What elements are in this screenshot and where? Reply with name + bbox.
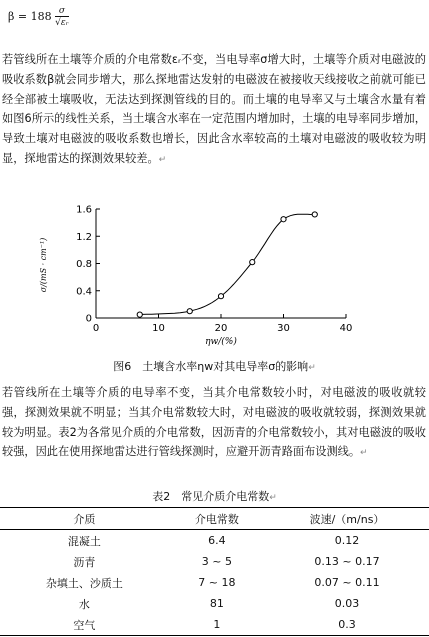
figure-caption: 图6 土壤含水率ηw对其电导率σ的影响↵ bbox=[113, 360, 316, 373]
formula-fraction bbox=[55, 6, 69, 28]
cell-dielectric: 6.4 bbox=[208, 534, 226, 547]
cell-velocity: 0.12 bbox=[334, 534, 360, 547]
y-tick-label: 0.4 bbox=[76, 286, 92, 298]
cell-dielectric: 1 bbox=[169, 614, 265, 636]
paragraph-conductivity: 若管线所在土壤等介质的介电常数εᵣ不变，当电导率σ增大时，土壤等介质对电磁波的吸收系数β就会同步增大，那么探地雷达发射的电磁波在被接收天线接收之前就可能已经全部被土壤吸收，无法达到探测管线的目的。而土壤的电导率又与土壤含水量有着如图6所示的线性关系，当土壤含水率在一定范围内增加时，土壤的电导率同步增加，导致土壤对电磁波的吸收系数也增长，因此含水率较高的土壤对电磁波的吸收较为明显，探地雷达的探测效果较差。↵ bbox=[2, 53, 426, 165]
cell-medium: 沥青 bbox=[73, 555, 96, 569]
cell-medium: 水 bbox=[78, 597, 90, 611]
x-axis-label: ηw/(%) bbox=[205, 337, 237, 347]
table-row bbox=[0, 614, 429, 636]
data-point bbox=[137, 312, 142, 317]
data-point bbox=[218, 294, 223, 299]
dielectric-table bbox=[0, 507, 429, 636]
data-point bbox=[250, 260, 255, 265]
header-dielectric: 介电常数 bbox=[169, 508, 265, 530]
table-row bbox=[0, 572, 429, 593]
table-row bbox=[0, 551, 429, 572]
table-header-row bbox=[0, 508, 429, 530]
x-tick-label: 30 bbox=[277, 323, 290, 334]
cell-dielectric: 7 ~ 18 bbox=[198, 576, 236, 589]
cell-medium: 杂填土、沙质土 bbox=[45, 576, 123, 590]
header-medium: 介质 bbox=[0, 508, 169, 530]
cell-dielectric: 81 bbox=[209, 597, 224, 610]
beta-formula bbox=[8, 6, 69, 28]
table-row bbox=[0, 593, 429, 614]
table-row bbox=[0, 530, 429, 552]
cell-dielectric: 3 ~ 5 bbox=[201, 555, 232, 568]
cell-velocity: 0.3 bbox=[265, 614, 429, 636]
table-caption: 表2 常见介质介电常数↵ bbox=[152, 490, 277, 503]
data-point bbox=[281, 217, 286, 222]
formula-lhs: β = 188 bbox=[8, 10, 52, 23]
y-tick-label: 0.8 bbox=[76, 259, 92, 270]
y-tick-label: 1.2 bbox=[76, 231, 92, 243]
chart-axes bbox=[96, 209, 346, 318]
y-axis-label: σ/(mS · cm⁻¹) bbox=[39, 237, 48, 293]
x-tick-label: 0 bbox=[92, 323, 100, 334]
data-point bbox=[312, 212, 317, 217]
data-point bbox=[187, 309, 192, 314]
x-tick-label: 10 bbox=[152, 323, 165, 334]
y-tick-label: 0 bbox=[85, 313, 92, 325]
cell-medium: 混凝土 bbox=[67, 534, 101, 548]
cell-velocity: 0.07 ~ 0.11 bbox=[314, 576, 380, 589]
cell-velocity: 0.13 ~ 0.17 bbox=[314, 555, 380, 568]
cell-medium: 空气 bbox=[0, 614, 169, 636]
formula-numerator: σ bbox=[58, 6, 65, 16]
cell-velocity: 0.03 bbox=[334, 597, 360, 610]
paragraph-dielectric: 若管线所在土壤等介质的电导率不变，当其介电常数较小时，对电磁波的吸收就较强，探测效果就不明显；当其介电常数较大时，对电磁波的吸收就较弱，探测效果就较为明显。表2为各常见介质的介电常数，因沥青的介电常数较小，其对电磁波的吸收较强，因此在使用探地雷达进行管线探测时，应避开沥青路面布设测线。↵ bbox=[2, 386, 426, 459]
x-tick-label: 40 bbox=[339, 323, 353, 334]
x-tick-label: 20 bbox=[214, 323, 228, 334]
formula-denominator: √εᵣ bbox=[55, 18, 69, 28]
header-velocity: 波速/（m/ns） bbox=[265, 508, 429, 530]
y-tick-label: 1.6 bbox=[76, 204, 92, 216]
series-line bbox=[140, 214, 315, 314]
conductivity-chart bbox=[36, 199, 366, 349]
